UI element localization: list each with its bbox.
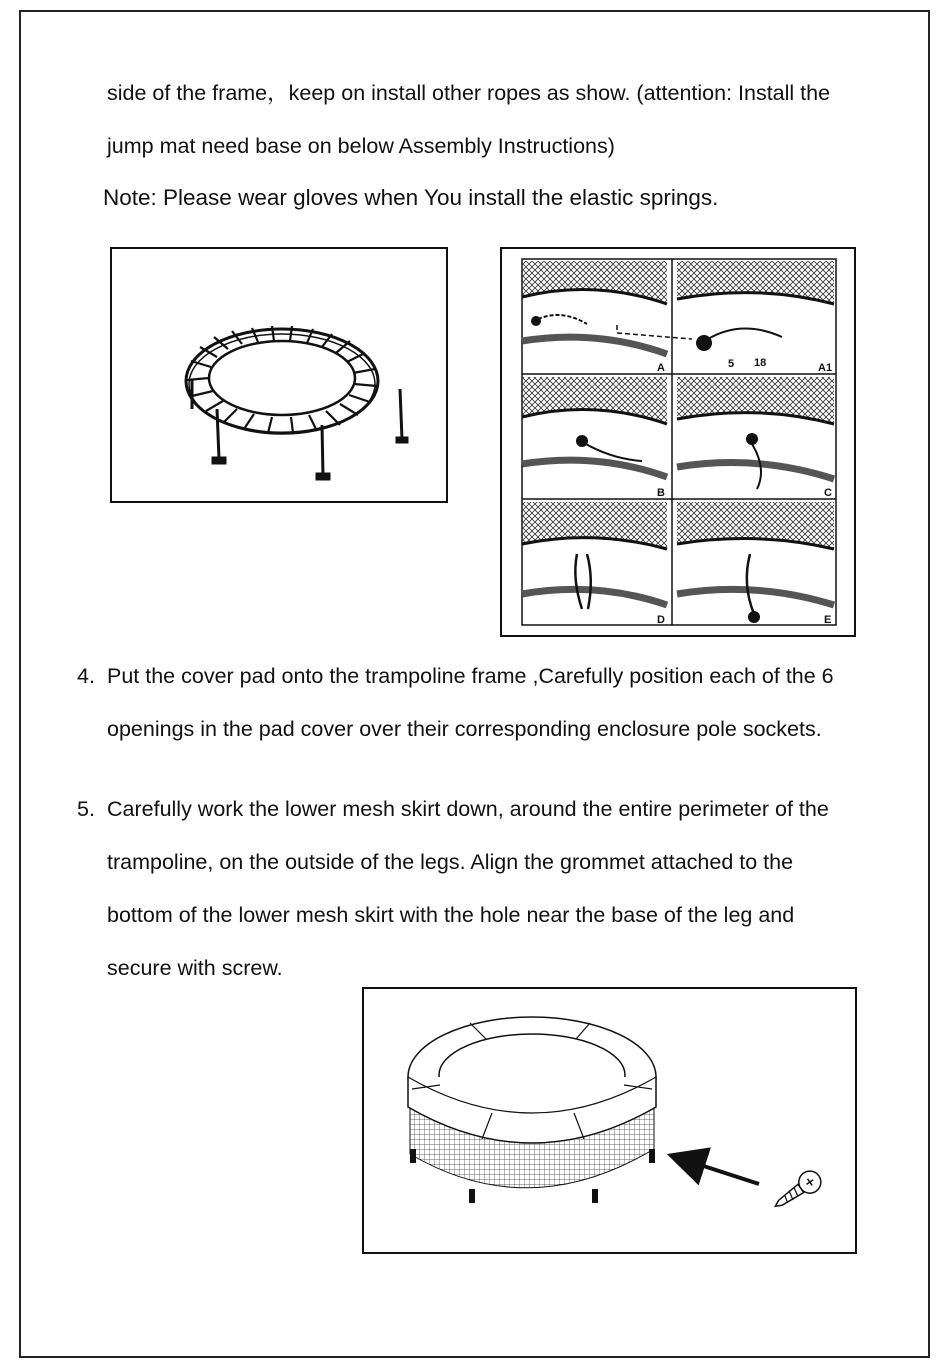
svg-text:B: B xyxy=(657,487,665,499)
panel-b xyxy=(522,377,667,499)
step-5-line-1: Carefully work the lower mesh skirt down, around the entire perimeter of the xyxy=(107,797,829,821)
mat-installation-figure xyxy=(500,247,856,637)
step-4-number: 4. xyxy=(77,664,95,688)
part-number-5: 5 xyxy=(728,358,735,370)
step-5-line-3: bottom of the lower mesh skirt with the hole near the base of the leg and xyxy=(107,903,795,927)
trampoline-frame-figure xyxy=(110,247,448,503)
panel-a1 xyxy=(677,261,834,374)
svg-text:D: D xyxy=(657,614,665,626)
step-5-line-4: secure with screw. xyxy=(107,956,283,980)
mesh-skirt-figure xyxy=(362,987,857,1254)
step-4-line-2: openings in the pad cover over their corresponding enclosure pole sockets. xyxy=(107,717,822,741)
panel-a xyxy=(522,261,667,374)
label-a1: A1 xyxy=(818,362,833,374)
intro-line-1: side of the frame，keep on install other ropes as show. (attention: Install the xyxy=(107,81,831,105)
svg-text:C: C xyxy=(824,487,832,499)
panel-d xyxy=(522,502,667,626)
note-text: Note: Please wear gloves when You install the elastic springs. xyxy=(103,185,719,210)
screw-icon xyxy=(769,1167,825,1215)
svg-text:A: A xyxy=(657,362,665,374)
panel-c xyxy=(677,377,834,499)
trampoline-frame-drawing xyxy=(112,249,446,501)
mat-installation-drawing xyxy=(502,249,854,635)
step-4-line-1: Put the cover pad onto the trampoline frame ,Carefully position each of the 6 xyxy=(107,664,834,688)
part-number-18: 18 xyxy=(754,357,767,369)
mesh-skirt-drawing xyxy=(364,989,855,1252)
panel-e xyxy=(677,502,834,626)
intro-line-2: jump mat need base on below Assembly Instructions) xyxy=(107,134,615,158)
step-5-number: 5. xyxy=(77,797,95,821)
svg-text:E: E xyxy=(824,614,832,626)
step-5-line-2: trampoline, on the outside of the legs. Align the grommet attached to the xyxy=(107,850,794,874)
